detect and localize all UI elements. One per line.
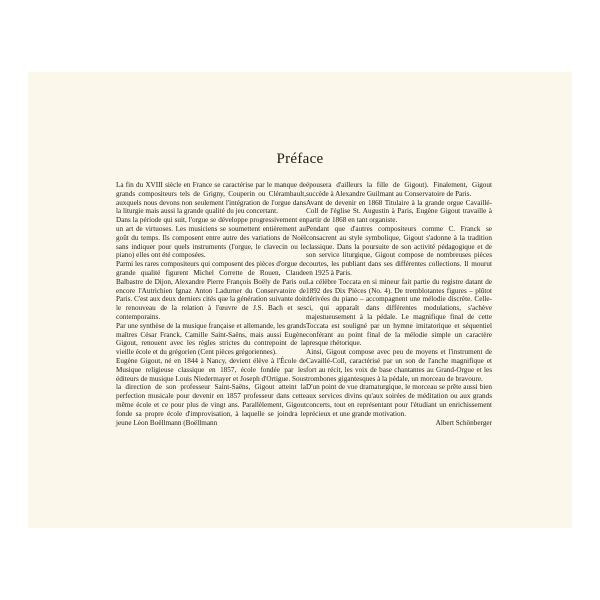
page-title: Préface bbox=[276, 151, 324, 167]
left-column bbox=[116, 181, 306, 427]
paragraph: D'un point de vue dramaturgique, le morceau se prête aussi bien aux services divins qu'aux soirées de méditation ou aux grands concerts, tout en représentant pour l'étudiant un enrichissement précieux et une grande motivation. bbox=[306, 383, 492, 418]
paragraph: Avant de devenir en 1868 Titulaire à la grande orgue Cavaillé-Coll de l'église St. Augustin à Paris, Eugène Gigout travaille à partir de 1868 en tant organiste. bbox=[306, 198, 492, 225]
paragraph: La fin du XVIII siècle en France se caractérise par le manque de grands compositeurs tels de Grigny, Couperin ou Clérambault, auxquels nous devons non seulement l'intégration de l'orgue dans la liturgie mais aussi la grande qualité du jeu concertant. bbox=[116, 181, 306, 216]
paragraph: La célèbre Toccata en si mineur fait partie du registre datant de 1892 des Dix Pièces (No. 4). De tremblotantes figures – plûtot dérivées du piano – accompagnent une mélodie discrète. Celle-ci, qui apparaît dans différentes modulations, s'achève majestueusement à la pédale. Le magnifique final de cette Toccata est souligné par un hymne imitatorique et séquentiel conférant au point final de la mélodie simple un caractère presque rhétorique. bbox=[306, 277, 492, 348]
paragraph: Ainsi, Gigout compose avec peu de moyens et l'instrument de Cavaillé-Coll, caractérisé par un son de l'anche magnifique et fort au récit, les voix de base chantantes au Grand-Orgue et les trombones gigantesques à la pédale, un morceau de bravoure. bbox=[306, 348, 492, 383]
paragraph: Eugène Gigout, né en 1844 à Nancy, devient élève à l'École de Musique religieuse classique en 1857, école fondée par les éditeurs de musique Louis Niedermayer et Joseph d'Ortigue. Sous la direction de son professeur Saint-Saëns, Gigout atteint la perfection musicale pour devenir en 1857 professeur dans cette même école et ce pour plus de vingt ans. Parallèlement, Gigout fonde sa propre école d'improvisation, à laquelle se joindra le jeune Léon Boëllmann (Boëllmann bbox=[116, 356, 306, 427]
author-signature: Albert Schönberger bbox=[435, 418, 492, 427]
paragraph: Pendant que d'autres compositeurs comme C. Franck se consacrent au style symbolique, Gigout s'adonne à la tradition classique. Dans la poursuite de son activité pédagogique et de son service liturgique, Gigout compose de nombreuses pièces courtes, les publiant dans ses différentes collections. Il mourut en 1925 à Paris. bbox=[306, 224, 492, 277]
paragraph: épousera d'ailleurs la fille de Gigout). Finalement, Gigout succède à Alexandre Guilmant au Conservatoire de Paris. bbox=[306, 181, 492, 198]
paragraph: Parmi les rares compositeurs qui composent des pièces d'orgue de grande qualité figurent Michel Corrette de Rouen, Claude Balbastre de Dijon, Alexandre Pierre François Boëly de Paris ou encore l'Autrichien Ignaz Anton Ladurner du Conservatoire de Paris. C'est aux deux derniers cités que la génération suivante doit le renouveau de la relation à l'œuvre de J.S. Bach et ses contemporains. bbox=[116, 260, 306, 321]
paragraph: Par une synthèse de la musique française et allemande, les grands maîtres César Franck, Camille Saint-Saëns, mais aussi Eugène Gigout, renouent avec les règles strictes du contrepoint de la vieille école et du grégorien (Cent pièces grégoriennes). bbox=[116, 321, 306, 357]
right-column bbox=[306, 181, 492, 427]
paragraph: Dans la période qui suit, l'orgue se développe progressivement en un art de virtuoses. Les musiciens se soumettent entièrement au goût du temps. Ils composent entre autre des variations de Noël sans indiquer pour quels instruments (l'orgue, le clavecin ou le piano) elles ont été composées. bbox=[116, 216, 306, 260]
